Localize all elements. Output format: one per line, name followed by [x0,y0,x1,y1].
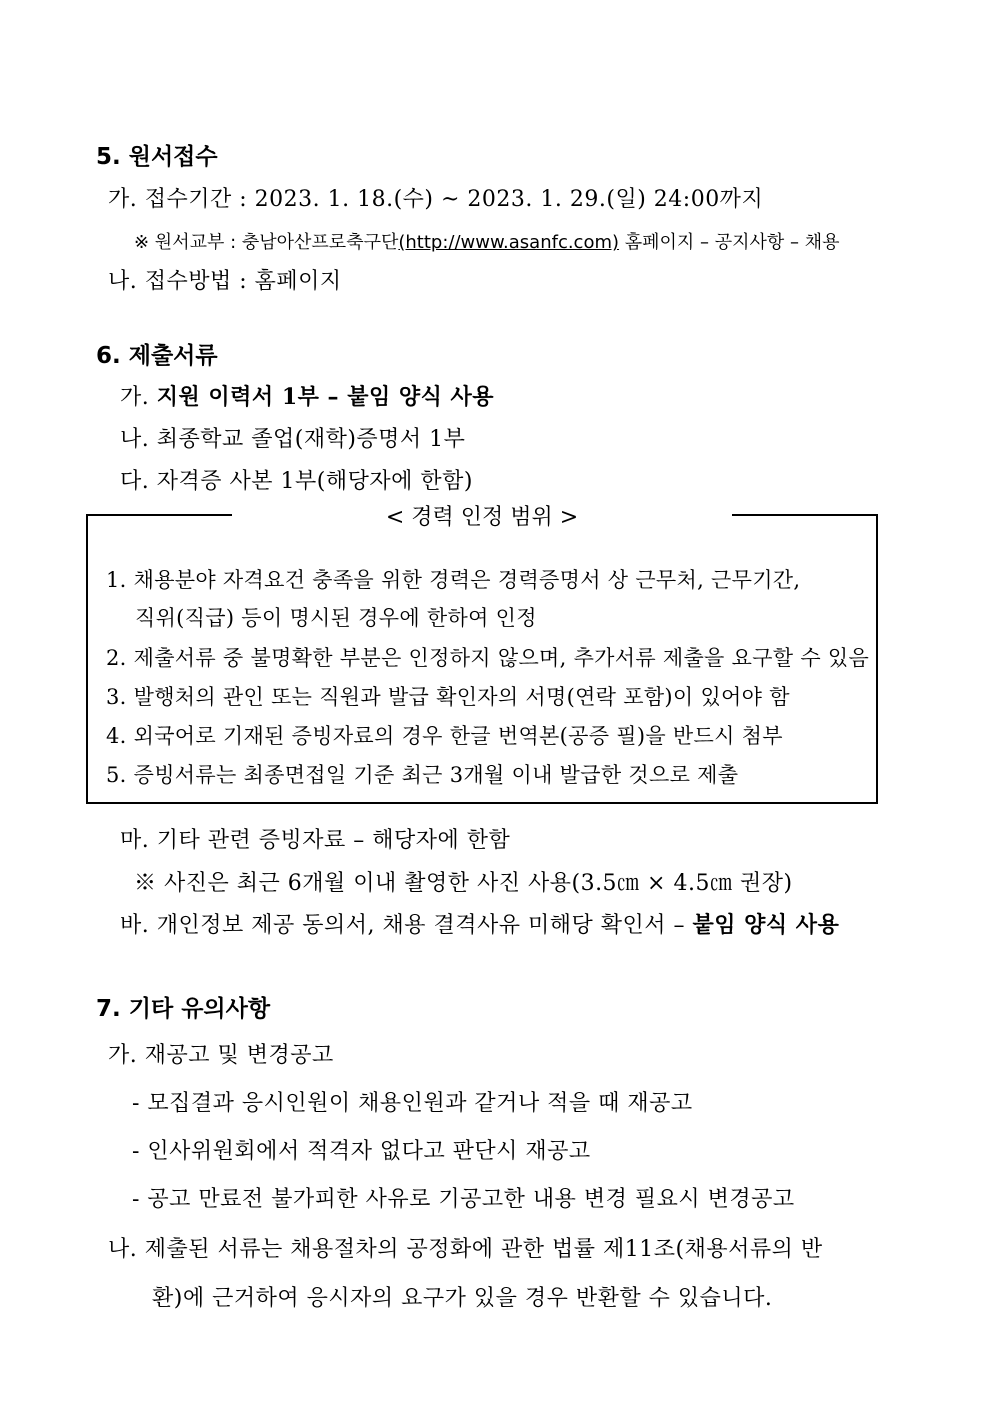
career-item-1-continued: 직위(직급) 등이 명시된 경우에 한하여 인정 [135,606,537,630]
photo-note: ※ 사진은 최근 6개월 이내 촬영한 사진 사용(3.5㎝ × 4.5㎝ 권장) [134,871,793,896]
re-announcement-bullet-3: - 공고 만료전 불가피한 사유로 기공고한 내용 변경 필요시 변경공고 [132,1187,795,1212]
doc-item-ba-bold: 붙임 양식 사용 [692,912,840,938]
re-announcement-heading: 가. 재공고 및 변경공고 [108,1043,334,1068]
career-item-2: 2. 제출서류 중 불명확한 부분은 인정하지 않으며, 추가서류 제출을 요구할 수 있음 [106,646,870,670]
doc-item-ma: 마. 기타 관련 증빙자료 – 해당자에 한함 [120,828,511,853]
career-item-4: 4. 외국어로 기재된 증빙자료의 경우 한글 번역본(공증 필)을 반드시 첨부 [106,724,783,748]
receipt-method: 나. 접수방법 : 홈페이지 [108,269,342,294]
doc-item-ba [120,908,839,939]
re-announcement-bullet-2: - 인사위원회에서 적격자 없다고 판단시 재공고 [132,1139,591,1164]
receipt-period: 가. 접수기간 : 2023. 1. 18.(수) ~ 2023. 1. 29.(일) 24:00까지 [108,187,764,212]
career-item-1: 1. 채용분야 자격요건 충족을 위한 경력은 경력증명서 상 근무처, 근무기간, [106,568,801,592]
document-return-line-2: 환)에 근거하여 응시자의 요구가 있을 경우 반환할 수 있습니다. [152,1286,773,1311]
doc-item-ga [120,380,494,411]
doc-item-ga-bold: 지원 이력서 1부 – 붙임 양식 사용 [156,384,495,410]
document-return-line-1: 나. 제출된 서류는 채용절차의 공정화에 관한 법률 제11조(채용서류의 반 [108,1237,823,1262]
re-announcement-bullet-1: - 모집결과 응시인원이 채용인원과 같거나 적을 때 재공고 [132,1091,693,1116]
career-item-3: 3. 발행처의 관인 또는 직원과 발급 확인자의 서명(연락 포함)이 있어야 함 [106,685,790,709]
homepage-link[interactable]: (http://www.asanfc.com) [398,232,620,253]
career-box-title: < 경력 인정 범위 > [385,505,579,530]
application-distribution-note [134,228,840,254]
doc-item-na: 나. 최종학교 졸업(재학)증명서 1부 [120,427,466,452]
section-5-title: 5. 원서접수 [96,144,218,170]
section-7-title: 7. 기타 유의사항 [96,996,271,1022]
doc-item-ba-prefix: 바. 개인정보 제공 동의서, 채용 결격사유 미해당 확인서 – [120,913,693,938]
doc-item-ga-prefix: 가. [120,385,157,410]
section-6-title: 6. 제출서류 [96,343,218,369]
note-suffix: 홈페이지 – 공지사항 – 채용 [619,232,840,253]
note-prefix: ※ 원서교부 : 충남아산프로축구단 [134,232,399,253]
doc-item-da: 다. 자격증 사본 1부(해당자에 한함) [120,469,473,494]
career-item-5: 5. 증빙서류는 최종면접일 기준 최근 3개월 이내 발급한 것으로 제출 [106,763,739,787]
